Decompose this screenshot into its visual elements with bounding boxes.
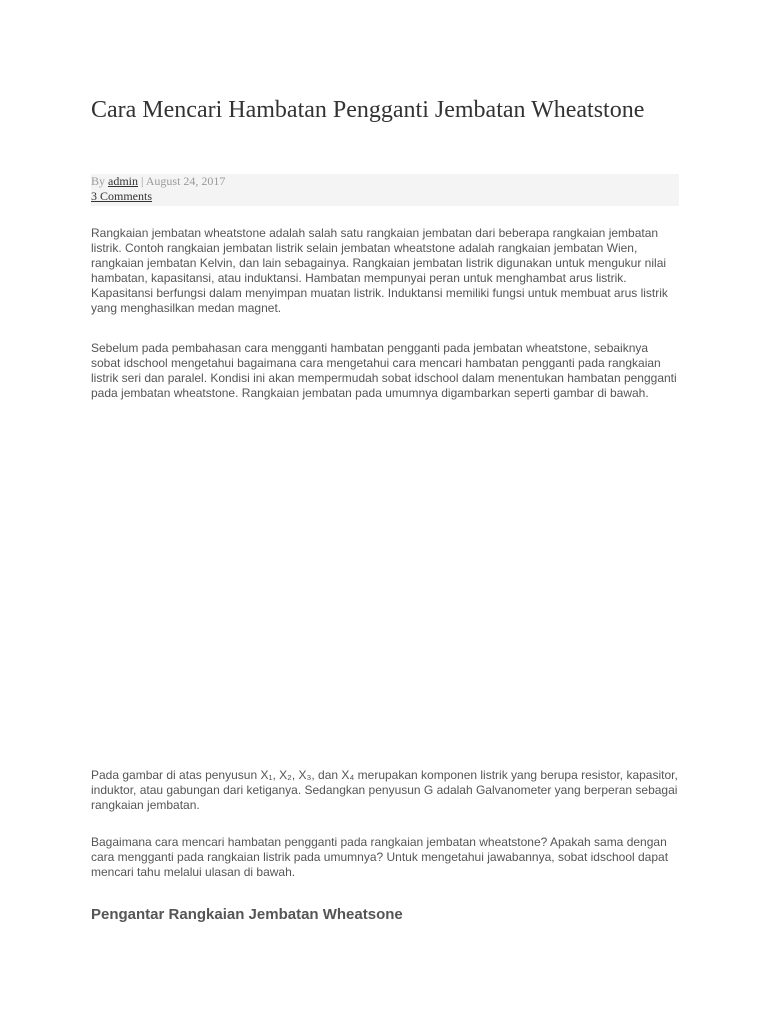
byline [91, 174, 679, 189]
paragraph-question: Bagaimana cara mencari hambatan pengganti pada rangkaian jembatan wheatstone? Apakah sama dengan cara mengganti pada rangkaian listrik pada umumnya? Untuk mengetahui jawabannya, sobat idschool dapat mencari tahu melalui ulasan di bawah. [91, 835, 669, 879]
author-link[interactable]: admin [108, 174, 139, 188]
by-prefix: By [91, 174, 109, 188]
post-meta [91, 174, 679, 206]
article-title: Cara Mencari Hambatan Pengganti Jembatan Wheatstone [91, 97, 645, 123]
paragraph-figure-explanation: Pada gambar di atas penyusun X₁, X₂, X₃, dan X₄ merupakan komponen listrik yang berupa resistor, kapasitor, induktor, atau gabungan dari ketiganya. Sedangkan penyusun G adalah Galvanometer yang berperan sebagai rangkaian jembatan. [91, 768, 678, 812]
paragraph-intro: Rangkaian jembatan wheatstone adalah salah satu rangkaian jembatan dari beberapa rangkaian jembatan listrik. Contoh rangkaian jembatan listrik selain jembatan wheatstone adalah rangkaian jembatan Wien, rangkaian jembatan Kelvin, dan lain sebagainya. Rangkaian jembatan listrik digunakan untuk mengukur nilai hambatan, kapasitansi, atau induktansi. Hambatan mempunyai peran untuk menghambat arus listrik. Kapasitansi berfungsi dalam menyimpan muatan listrik. Induktansi memiliki fungsi untuk membuat arus listrik yang menghasilkan medan magnet. [91, 226, 668, 315]
paragraph-before-figure: Sebelum pada pembahasan cara mengganti hambatan pengganti pada jembatan wheatstone, sebaiknya sobat idschool mengetahui bagaimana cara mengetahui cara mencari hambatan pengganti pada rangkaian listrik seri dan paralel. Kondisi ini akan mempermudah sobat idschool dalam menentukan hambatan pengganti pada jembatan wheatstone. Rangkaian jembatan pada umumnya digambarkan seperti gambar di bawah. [91, 341, 677, 400]
post-date: | August 24, 2017 [138, 174, 226, 188]
comments-link[interactable]: 3 Comments [91, 189, 153, 203]
section-heading: Pengantar Rangkaian Jembatan Wheatsone [91, 906, 403, 923]
figure-placeholder [91, 430, 679, 750]
